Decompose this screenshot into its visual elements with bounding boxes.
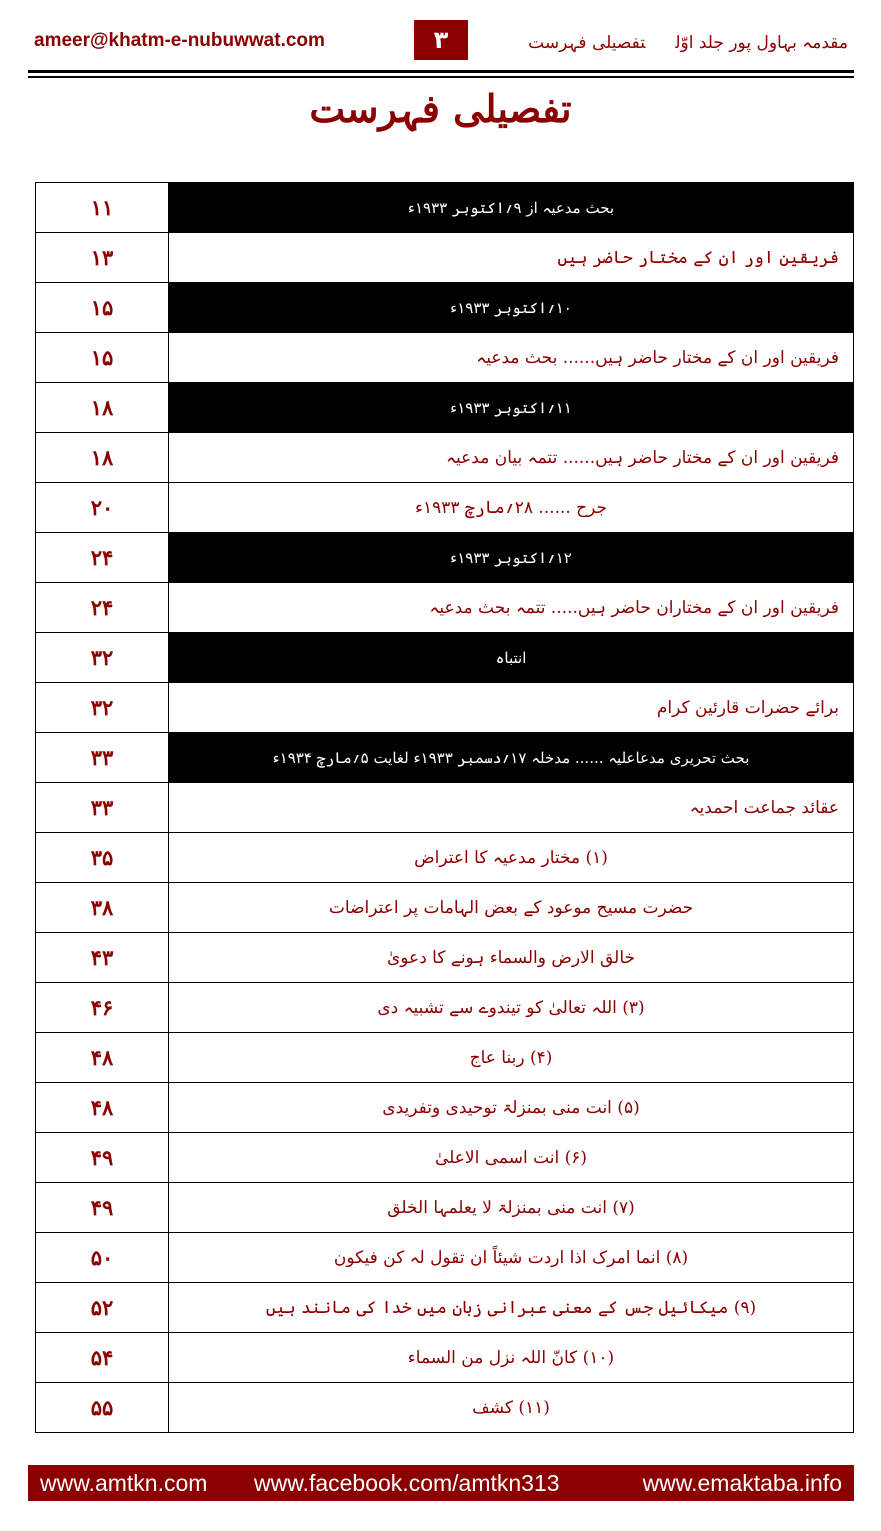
- toc-row: [36, 1133, 854, 1183]
- running-title: [498, 32, 848, 53]
- toc-page-number: ۳۲: [36, 633, 169, 683]
- toc-entry-label: ۱۰؍اکتوبر ۱۹۳۳ء: [169, 283, 854, 333]
- toc-page-number: ۱۸: [36, 383, 169, 433]
- toc-row: [36, 1233, 854, 1283]
- toc-page-number: ۲۰: [36, 483, 169, 533]
- toc-entry-label: انتباہ: [169, 633, 854, 683]
- toc-entry-label: فریقین اور ان کے مختار حاضر ہیں: [169, 233, 854, 283]
- toc-page-number: ۳۳: [36, 783, 169, 833]
- toc-entry-label: عقائد جماعت احمدیہ: [169, 783, 854, 833]
- toc-row: [36, 433, 854, 483]
- toc-row: [36, 1183, 854, 1233]
- toc-entry-label: جرح ...... ۲۸؍مارچ ۱۹۳۳ء: [169, 483, 854, 533]
- toc-entry-label: برائے حضرات قارئین کرام: [169, 683, 854, 733]
- toc-entry-label: فریقین اور ان کے مختار حاضر ہیں...... تتمہ بیان مدعیہ: [169, 433, 854, 483]
- toc-row: [36, 1083, 854, 1133]
- toc-page-number: ۴۳: [36, 933, 169, 983]
- toc-page-number: ۲۴: [36, 583, 169, 633]
- toc-row: [36, 1283, 854, 1333]
- toc-entry-label: (۷) انت منی بمنزلۃ لا یعلمہا الخلق: [169, 1183, 854, 1233]
- toc-page-number: ۴۸: [36, 1083, 169, 1133]
- header-rule-thin: [28, 76, 854, 78]
- toc-entry-label: فریقین اور ان کے مختاران حاضر ہیں..... تتمہ بحث مدعیہ: [169, 583, 854, 633]
- page-header: [28, 20, 854, 70]
- section-title: تفصیلی فہرست: [528, 33, 646, 53]
- header-rule-thick: [28, 70, 854, 73]
- toc-page-number: ۵۲: [36, 1283, 169, 1333]
- toc-row: [36, 833, 854, 883]
- toc-page-number: ۴۶: [36, 983, 169, 1033]
- toc-page-number: ۵۵: [36, 1383, 169, 1433]
- toc-row: [36, 983, 854, 1033]
- toc-entry-label: (۱) مختار مدعیہ کا اعتراض: [169, 833, 854, 883]
- toc-row: [36, 633, 854, 683]
- toc-entry-label: (۳) اللہ تعالیٰ کو تیندوے سے تشبیہ دی: [169, 983, 854, 1033]
- toc-row: [36, 1333, 854, 1383]
- toc-row: [36, 483, 854, 533]
- toc-entry-label: ۱۲؍اکتوبر ۱۹۳۳ء: [169, 533, 854, 583]
- toc-page-number: ۵۰: [36, 1233, 169, 1283]
- toc-row: [36, 333, 854, 383]
- toc-page-number: ۱۸: [36, 433, 169, 483]
- toc-row: [36, 933, 854, 983]
- toc-row: [36, 683, 854, 733]
- toc-page-number: ۳۵: [36, 833, 169, 883]
- toc-entry-label: بحث تحریری مدعاعلیہ ...... مدخلہ ۱۷؍دسمبر ۱۹۳۳ء لغایت ۵؍مارچ ۱۹۳۴ء: [169, 733, 854, 783]
- toc-row: [36, 883, 854, 933]
- toc-row: [36, 383, 854, 433]
- page-footer: [28, 1465, 854, 1501]
- toc-page-number: ۳۸: [36, 883, 169, 933]
- toc-row: [36, 1383, 854, 1433]
- toc-page-number: ۱۳: [36, 233, 169, 283]
- toc-row: [36, 283, 854, 333]
- toc-entry-label: فریقین اور ان کے مختار حاضر ہیں...... بحث مدعیہ: [169, 333, 854, 383]
- toc-row: [36, 533, 854, 583]
- toc-page-number: ۲۴: [36, 533, 169, 583]
- toc-row: [36, 783, 854, 833]
- toc-page-number: ۱۵: [36, 283, 169, 333]
- toc-page-number: ۱۱: [36, 183, 169, 233]
- toc-entry-label: (۴) ربنا عاج: [169, 1033, 854, 1083]
- page-title: تفصیلی فہرست: [309, 86, 572, 131]
- toc-page-number: ۵۴: [36, 1333, 169, 1383]
- toc-row: [36, 1033, 854, 1083]
- toc-row: [36, 233, 854, 283]
- toc-entry-label: خالق الارض والسماء ہونے کا دعویٰ: [169, 933, 854, 983]
- toc-entry-label: حضرت مسیح موعود کے بعض الہامات پر اعتراضات: [169, 883, 854, 933]
- email-address[interactable]: ameer@khatm-e-nubuwwat.com: [34, 30, 325, 51]
- toc-page-number: ۴۹: [36, 1183, 169, 1233]
- toc-page-number: ۳۲: [36, 683, 169, 733]
- toc-entry-label: (۱۰) کانّ اللہ نزل من السماء: [169, 1333, 854, 1383]
- toc-entry-label: (۱۱) کشف: [169, 1383, 854, 1433]
- footer-link-emaktaba[interactable]: www.emaktaba.info: [642, 1470, 842, 1496]
- toc-page-number: ۴۸: [36, 1033, 169, 1083]
- toc-row: [36, 733, 854, 783]
- toc-entry-label: (۹) میکائیل جس کے معنی عبرانی زبان میں خدا کی مانند ہیں: [169, 1283, 854, 1333]
- toc-page-number: ۱۵: [36, 333, 169, 383]
- toc-page-number: ۳۳: [36, 733, 169, 783]
- toc-page-number: ۴۹: [36, 1133, 169, 1183]
- footer-link-facebook[interactable]: www.facebook.com/amtkn313: [254, 1470, 560, 1496]
- book-title: مقدمہ بہاول پور جلد اوّل: [675, 33, 848, 53]
- toc-row: [36, 583, 854, 633]
- toc-entry-label: (۵) انت منی بمنزلۃ توحیدی وتفریدی: [169, 1083, 854, 1133]
- footer-link-amtkn[interactable]: www.amtkn.com: [40, 1470, 208, 1496]
- toc-table: [35, 182, 854, 1433]
- toc-row: [36, 183, 854, 233]
- page-number: ۳: [414, 20, 468, 60]
- toc-entry-label: ۱۱؍اکتوبر ۱۹۳۳ء: [169, 383, 854, 433]
- toc-entry-label: (۶) انت اسمی الاعلیٰ: [169, 1133, 854, 1183]
- toc-entry-label: بحث مدعیہ از ۹؍اکتوبر ۱۹۳۳ء: [169, 183, 854, 233]
- toc-entry-label: (۸) انما امرک اذا اردت شیئاً ان تقول لہ کن فیکون: [169, 1233, 854, 1283]
